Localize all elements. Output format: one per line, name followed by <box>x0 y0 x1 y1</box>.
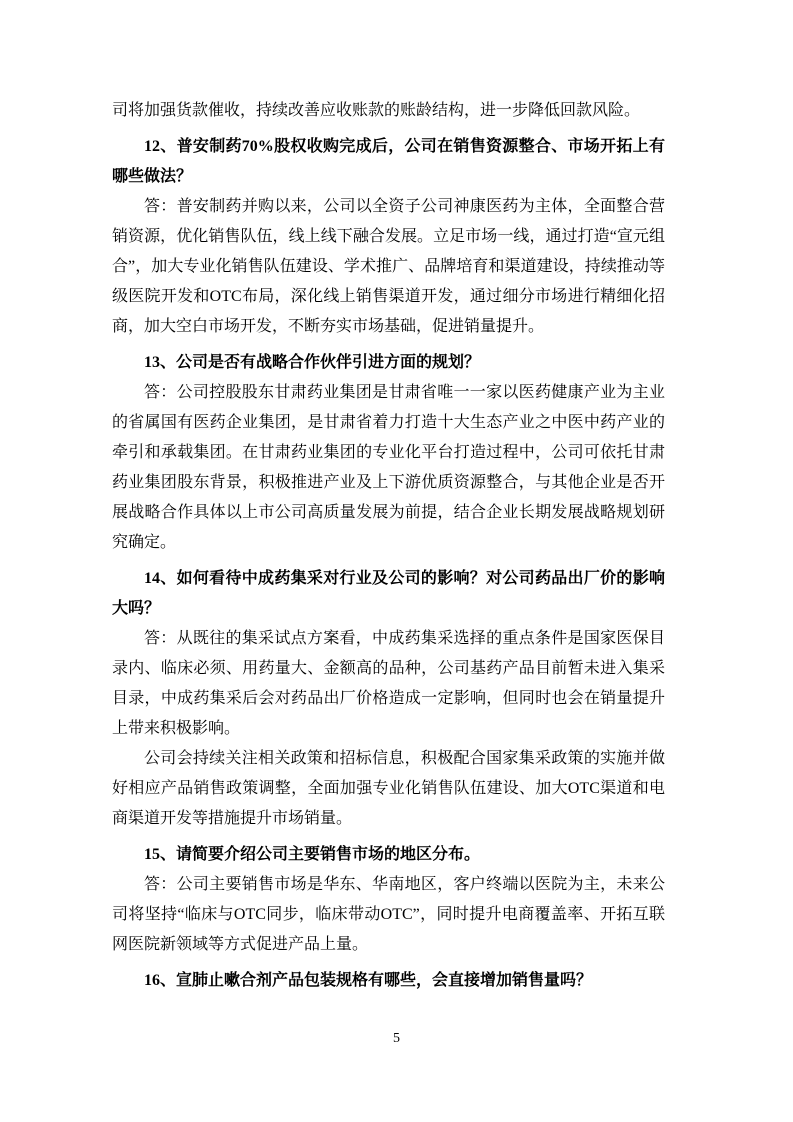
document-body <box>112 96 665 996</box>
page-footer <box>0 1030 793 1048</box>
question-15-heading: 15、请简要介绍公司主要销售市场的地区分布。 <box>144 846 481 863</box>
answer-13-paragraph: 答：公司控股股东甘肃药业集团是甘肃省唯一一家以医药健康产业为主业的省属国有医药企业集团，是甘肃省着力打造十大生态产业之中医中药产业的牵引和承载集团。在甘肃药业集团的专业化平台打造过程中，公司可依托甘肃药业集团股东背景，积极推进产业及上下游优质资源整合，与其他企业是否开展战略合作具体以上市公司高质量发展为前提，结合企业长期发展战略规划研究确定。 <box>112 384 665 551</box>
answer-15-paragraph: 答：公司主要销售市场是华东、华南地区，客户终端以医院为主，未来公司将坚持“临床与OTC同步，临床带动OTC”，同时提升电商覆盖率、开拓互联网医院新领域等方式促进产品上量。 <box>112 876 665 953</box>
question-12-heading: 12、普安制药70%股权收购完成后，公司在销售资源整合、市场开拓上有哪些做法？ <box>112 138 665 185</box>
answer-14-paragraph-1: 答：从既往的集采试点方案看，中成药集采选择的重点条件是国家医保目录内、临床必须、用药量大、金额高的品种，公司基药产品目前暂未进入集采目录，中成药集采后会对药品出厂价格造成一定影响，但同时也会在销量提升上带来积极影响。 <box>112 630 665 737</box>
page-number: 5 <box>393 1031 400 1046</box>
answer-14-paragraph-2: 公司会持续关注相关政策和招标信息，积极配合国家集采政策的实施并做好相应产品销售政策调整，全面加强专业化销售队伍建设、加大OTC渠道和电商渠道开发等措施提升市场销量。 <box>112 750 665 827</box>
question-14-heading: 14、如何看待中成药集采对行业及公司的影响？对公司药品出厂价的影响大吗？ <box>112 570 665 617</box>
paragraph-continuation: 司将加强货款催收，持续改善应收账款的账龄结构，进一步降低回款风险。 <box>112 102 641 119</box>
answer-12-paragraph: 答：普安制药并购以来，公司以全资子公司神康医药为主体，全面整合营销资源，优化销售队伍，线上线下融合发展。立足市场一线，通过打造“宣元组合”，加大专业化销售队伍建设、学术推广、品牌培育和渠道建设，持续推动等级医院开发和OTC布局，深化线上销售渠道开发，通过细分市场进行精细化招商，加大空白市场开发，不断夯实市场基础，促进销量提升。 <box>112 198 665 335</box>
question-16-heading: 16、宣肺止嗽合剂产品包装规格有哪些，会直接增加销售量吗？ <box>144 972 593 989</box>
question-13-heading: 13、公司是否有战略合作伙伴引进方面的规划？ <box>144 354 481 371</box>
